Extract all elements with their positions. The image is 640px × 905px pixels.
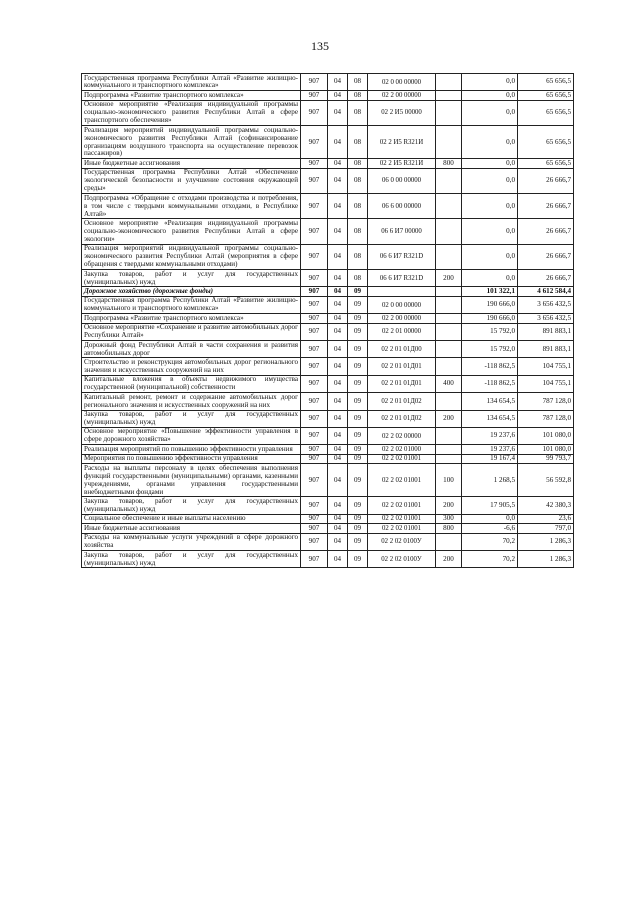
table-row <box>82 514 574 523</box>
grbs-code-cell: 907 <box>301 168 328 193</box>
section-code-cell: 04 <box>328 514 348 523</box>
expense-type-code-cell <box>436 100 462 125</box>
section-code-cell: 04 <box>328 244 348 269</box>
expense-type-code-cell: 800 <box>436 524 462 533</box>
total-amount-cell: 3 656 432,5 <box>518 314 574 323</box>
section-code-cell: 04 <box>328 219 348 244</box>
total-amount-cell: 26 666,7 <box>518 168 574 193</box>
section-code-cell: 04 <box>328 358 348 375</box>
target-article-code-cell: 06 6 И7 R321D <box>368 270 436 287</box>
expense-type-code-cell <box>436 445 462 454</box>
total-amount-cell: 1 286,3 <box>518 533 574 550</box>
row-name-cell: Основное мероприятие «Реализация индивидуальной программы социально-экономического развития Республики Алтай в сфере транспортного обеспечения» <box>82 100 301 125</box>
row-name-cell: Основное мероприятие «Повышение эффективности управления в сфере дорожного хозяйства» <box>82 427 301 444</box>
section-code-cell: 04 <box>328 270 348 287</box>
target-article-code-cell: 02 2 02 00000 <box>368 427 436 444</box>
table-row <box>82 314 574 323</box>
subsection-code-cell: 08 <box>348 270 368 287</box>
subsection-code-cell: 09 <box>348 323 368 340</box>
subsection-code-cell: 09 <box>348 287 368 296</box>
section-code-cell: 04 <box>328 91 348 100</box>
change-amount-cell: 0,0 <box>462 74 518 91</box>
change-amount-cell: 19 237,6 <box>462 445 518 454</box>
table-row <box>82 91 574 100</box>
total-amount-cell: 23,6 <box>518 514 574 523</box>
expense-type-code-cell: 200 <box>436 270 462 287</box>
row-name-cell: Расходы на выплаты персоналу в целях обеспечения выполнения функций государственными (муниципальными) органами, казенными учреждениями, органами управления государственными внебюджетными фондами <box>82 464 301 497</box>
row-name-cell: Иные бюджетные ассигнования <box>82 159 301 168</box>
section-code-cell: 04 <box>328 410 348 427</box>
grbs-code-cell: 907 <box>301 323 328 340</box>
budget-table-body <box>82 74 574 568</box>
expense-type-code-cell: 300 <box>436 514 462 523</box>
expense-type-code-cell <box>436 126 462 159</box>
grbs-code-cell: 907 <box>301 375 328 392</box>
table-row <box>82 464 574 497</box>
total-amount-cell: 101 080,0 <box>518 445 574 454</box>
table-row <box>82 533 574 550</box>
section-code-cell: 04 <box>328 100 348 125</box>
subsection-code-cell: 09 <box>348 358 368 375</box>
section-code-cell: 04 <box>328 464 348 497</box>
subsection-code-cell: 09 <box>348 524 368 533</box>
section-code-cell: 04 <box>328 168 348 193</box>
subsection-code-cell: 09 <box>348 427 368 444</box>
change-amount-cell: 15 792,0 <box>462 323 518 340</box>
expense-type-code-cell <box>436 427 462 444</box>
grbs-code-cell: 907 <box>301 194 328 219</box>
grbs-code-cell: 907 <box>301 427 328 444</box>
grbs-code-cell: 907 <box>301 91 328 100</box>
grbs-code-cell: 907 <box>301 296 328 313</box>
subsection-code-cell: 09 <box>348 497 368 514</box>
section-code-cell: 04 <box>328 533 348 550</box>
change-amount-cell: 0,0 <box>462 91 518 100</box>
section-code-cell: 04 <box>328 524 348 533</box>
change-amount-cell: 134 654,5 <box>462 393 518 410</box>
total-amount-cell: 891 883,1 <box>518 323 574 340</box>
row-name-cell: Дорожное хозяйство (дорожные фонды) <box>82 287 301 296</box>
subsection-code-cell: 09 <box>348 314 368 323</box>
change-amount-cell: 190 666,0 <box>462 314 518 323</box>
table-row <box>82 393 574 410</box>
subsection-code-cell: 08 <box>348 126 368 159</box>
grbs-code-cell: 907 <box>301 454 328 463</box>
target-article-code-cell: 02 2 01 01Д02 <box>368 410 436 427</box>
change-amount-cell: 70,2 <box>462 551 518 568</box>
target-article-code-cell: 06 0 00 00000 <box>368 168 436 193</box>
grbs-code-cell: 907 <box>301 445 328 454</box>
expense-type-code-cell: 200 <box>436 551 462 568</box>
table-row <box>82 427 574 444</box>
total-amount-cell: 26 666,7 <box>518 194 574 219</box>
change-amount-cell: 0,0 <box>462 126 518 159</box>
section-code-cell: 04 <box>328 296 348 313</box>
total-amount-cell: 4 612 584,4 <box>518 287 574 296</box>
target-article-code-cell: 02 2 02 0100У <box>368 551 436 568</box>
grbs-code-cell: 907 <box>301 497 328 514</box>
target-article-code-cell: 02 2 02 01000 <box>368 445 436 454</box>
row-name-cell: Основное мероприятие «Реализация индивидуальной программы социально-экономического развития Республики Алтай в сфере экологии» <box>82 219 301 244</box>
subsection-code-cell: 08 <box>348 100 368 125</box>
subsection-code-cell: 09 <box>348 341 368 358</box>
change-amount-cell: 0,0 <box>462 244 518 269</box>
row-name-cell: Подпрограмма «Развитие транспортного комплекса» <box>82 91 301 100</box>
section-code-cell: 04 <box>328 393 348 410</box>
section-code-cell: 04 <box>328 126 348 159</box>
table-row <box>82 244 574 269</box>
change-amount-cell: 101 322,1 <box>462 287 518 296</box>
target-article-code-cell: 02 2 И5 00000 <box>368 100 436 125</box>
grbs-code-cell: 907 <box>301 270 328 287</box>
target-article-code-cell: 06 6 И7 00000 <box>368 219 436 244</box>
total-amount-cell: 891 883,1 <box>518 341 574 358</box>
table-row <box>82 454 574 463</box>
grbs-code-cell: 907 <box>301 100 328 125</box>
subsection-code-cell: 09 <box>348 551 368 568</box>
total-amount-cell: 104 755,1 <box>518 358 574 375</box>
table-row <box>82 168 574 193</box>
total-amount-cell: 99 793,7 <box>518 454 574 463</box>
subsection-code-cell: 08 <box>348 244 368 269</box>
expense-type-code-cell: 200 <box>436 410 462 427</box>
section-code-cell: 04 <box>328 323 348 340</box>
section-code-cell: 04 <box>328 551 348 568</box>
total-amount-cell: 65 656,5 <box>518 74 574 91</box>
target-article-code-cell: 02 2 И5 R321И <box>368 159 436 168</box>
grbs-code-cell: 907 <box>301 410 328 427</box>
change-amount-cell: 0,0 <box>462 270 518 287</box>
subsection-code-cell: 09 <box>348 514 368 523</box>
row-name-cell: Закупка товаров, работ и услуг для государственных (муниципальных) нужд <box>82 270 301 287</box>
grbs-code-cell: 907 <box>301 393 328 410</box>
grbs-code-cell: 907 <box>301 341 328 358</box>
total-amount-cell: 787 128,0 <box>518 410 574 427</box>
page-number: 135 <box>311 39 329 53</box>
section-code-cell: 04 <box>328 341 348 358</box>
total-amount-cell: 26 666,7 <box>518 270 574 287</box>
expense-type-code-cell <box>436 533 462 550</box>
target-article-code-cell: 02 2 01 01Д01 <box>368 375 436 392</box>
expense-type-code-cell <box>436 358 462 375</box>
row-name-cell: Основное мероприятие «Сохранение и развитие автомобильных дорог Республики Алтай» <box>82 323 301 340</box>
expense-type-code-cell <box>436 341 462 358</box>
expense-type-code-cell <box>436 287 462 296</box>
table-row <box>82 341 574 358</box>
expense-type-code-cell <box>436 454 462 463</box>
expense-type-code-cell <box>436 194 462 219</box>
total-amount-cell: 797,0 <box>518 524 574 533</box>
subsection-code-cell: 08 <box>348 91 368 100</box>
target-article-code-cell: 02 2 00 00000 <box>368 91 436 100</box>
row-name-cell: Государственная программа Республики Алтай «Обеспечение экологической безопасности и улучшение состояния окружающей среды» <box>82 168 301 193</box>
expense-type-code-cell <box>436 296 462 313</box>
table-row <box>82 551 574 568</box>
row-name-cell: Капитальные вложения в объекты недвижимого имущества государственной (муниципальной) собственности <box>82 375 301 392</box>
target-article-code-cell: 06 6 И7 R321D <box>368 244 436 269</box>
target-article-code-cell: 02 2 И5 R321И <box>368 126 436 159</box>
target-article-code-cell: 02 0 00 00000 <box>368 296 436 313</box>
table-row <box>82 296 574 313</box>
grbs-code-cell: 907 <box>301 358 328 375</box>
table-row <box>82 270 574 287</box>
change-amount-cell: 190 666,0 <box>462 296 518 313</box>
section-code-cell: 04 <box>328 287 348 296</box>
section-code-cell: 04 <box>328 497 348 514</box>
grbs-code-cell: 907 <box>301 551 328 568</box>
expense-type-code-cell <box>436 91 462 100</box>
subsection-code-cell: 08 <box>348 219 368 244</box>
change-amount-cell: 134 654,5 <box>462 410 518 427</box>
expense-type-code-cell <box>436 168 462 193</box>
row-name-cell: Закупка товаров, работ и услуг для государственных (муниципальных) нужд <box>82 551 301 568</box>
row-name-cell: Реализация мероприятий индивидуальной программы социально-экономического развития Республики Алтай (мероприятия в сфере обращения с твердыми коммунальными отходами) <box>82 244 301 269</box>
target-article-code-cell: 02 2 02 01001 <box>368 524 436 533</box>
change-amount-cell: 1 268,5 <box>462 464 518 497</box>
table-row <box>82 194 574 219</box>
subsection-code-cell: 08 <box>348 74 368 91</box>
change-amount-cell: 70,2 <box>462 533 518 550</box>
total-amount-cell: 42 380,3 <box>518 497 574 514</box>
row-name-cell: Иные бюджетные ассигнования <box>82 524 301 533</box>
target-article-code-cell: 02 2 02 01001 <box>368 497 436 514</box>
grbs-code-cell: 907 <box>301 126 328 159</box>
change-amount-cell: 0,0 <box>462 159 518 168</box>
total-amount-cell: 104 755,1 <box>518 375 574 392</box>
subsection-code-cell: 08 <box>348 194 368 219</box>
subsection-code-cell: 09 <box>348 410 368 427</box>
grbs-code-cell: 907 <box>301 314 328 323</box>
change-amount-cell: 0,0 <box>462 219 518 244</box>
row-name-cell: Реализация мероприятий индивидуальной программы социально-экономического развития Республики Алтай (софинансирование организациям воздушного транспорта на осуществление перевозок пассажиров) <box>82 126 301 159</box>
total-amount-cell: 101 080,0 <box>518 427 574 444</box>
table-row <box>82 100 574 125</box>
total-amount-cell: 65 656,5 <box>518 91 574 100</box>
target-article-code-cell: 02 2 02 01001 <box>368 464 436 497</box>
section-code-cell: 04 <box>328 375 348 392</box>
table-row <box>82 375 574 392</box>
budget-table <box>81 73 574 568</box>
change-amount-cell: 15 792,0 <box>462 341 518 358</box>
total-amount-cell: 65 656,5 <box>518 126 574 159</box>
subsection-code-cell: 09 <box>348 375 368 392</box>
table-row <box>82 219 574 244</box>
change-amount-cell: 17 905,5 <box>462 497 518 514</box>
target-article-code-cell: 02 2 02 0100У <box>368 533 436 550</box>
target-article-code-cell: 02 2 01 01Д02 <box>368 393 436 410</box>
expense-type-code-cell <box>436 393 462 410</box>
grbs-code-cell: 907 <box>301 514 328 523</box>
expense-type-code-cell: 200 <box>436 497 462 514</box>
change-amount-cell: 19 237,6 <box>462 427 518 444</box>
row-name-cell: Закупка товаров, работ и услуг для государственных (муниципальных) нужд <box>82 497 301 514</box>
grbs-code-cell: 907 <box>301 74 328 91</box>
expense-type-code-cell <box>436 219 462 244</box>
row-name-cell: Строительство и реконструкция автомобильных дорог регионального значения и искусственных сооружений на них <box>82 358 301 375</box>
change-amount-cell: 0,0 <box>462 168 518 193</box>
change-amount-cell: 0,0 <box>462 100 518 125</box>
grbs-code-cell: 907 <box>301 524 328 533</box>
subsection-code-cell: 08 <box>348 159 368 168</box>
section-code-cell: 04 <box>328 314 348 323</box>
grbs-code-cell: 907 <box>301 219 328 244</box>
grbs-code-cell: 907 <box>301 533 328 550</box>
row-name-cell: Реализация мероприятий по повышению эффективности управления <box>82 445 301 454</box>
grbs-code-cell: 907 <box>301 244 328 269</box>
target-article-code-cell: 02 2 02 01001 <box>368 514 436 523</box>
total-amount-cell: 65 656,5 <box>518 100 574 125</box>
change-amount-cell: 0,0 <box>462 194 518 219</box>
expense-type-code-cell <box>436 314 462 323</box>
row-name-cell: Государственная программа Республики Алтай «Развитие жилищно-коммунального и транспортного комплекса» <box>82 74 301 91</box>
total-amount-cell: 1 286,3 <box>518 551 574 568</box>
row-name-cell: Подпрограмма «Развитие транспортного комплекса» <box>82 314 301 323</box>
row-name-cell: Закупка товаров, работ и услуг для государственных (муниципальных) нужд <box>82 410 301 427</box>
target-article-code-cell <box>368 287 436 296</box>
expense-type-code-cell: 800 <box>436 159 462 168</box>
row-name-cell: Расходы на коммунальные услуги учреждений в сфере дорожного хозяйства <box>82 533 301 550</box>
expense-type-code-cell: 400 <box>436 375 462 392</box>
table-row <box>82 445 574 454</box>
grbs-code-cell: 907 <box>301 159 328 168</box>
expense-type-code-cell <box>436 244 462 269</box>
total-amount-cell: 56 592,8 <box>518 464 574 497</box>
section-code-cell: 04 <box>328 445 348 454</box>
section-code-cell: 04 <box>328 74 348 91</box>
target-article-code-cell: 02 2 01 01Д00 <box>368 341 436 358</box>
grbs-code-cell: 907 <box>301 464 328 497</box>
grbs-code-cell: 907 <box>301 287 328 296</box>
expense-type-code-cell <box>436 323 462 340</box>
table-row <box>82 159 574 168</box>
section-code-cell: 04 <box>328 427 348 444</box>
section-code-cell: 04 <box>328 159 348 168</box>
expense-type-code-cell <box>436 74 462 91</box>
target-article-code-cell: 02 2 02 01001 <box>368 454 436 463</box>
target-article-code-cell: 06 6 00 00000 <box>368 194 436 219</box>
subsection-code-cell: 09 <box>348 464 368 497</box>
total-amount-cell: 26 666,7 <box>518 219 574 244</box>
change-amount-cell: -118 862,5 <box>462 358 518 375</box>
subsection-code-cell: 09 <box>348 445 368 454</box>
table-row <box>82 323 574 340</box>
table-row <box>82 410 574 427</box>
row-name-cell: Мероприятия по повышению эффективности управления <box>82 454 301 463</box>
section-code-cell: 04 <box>328 454 348 463</box>
change-amount-cell: 19 167,4 <box>462 454 518 463</box>
total-amount-cell: 787 128,0 <box>518 393 574 410</box>
subsection-code-cell: 09 <box>348 296 368 313</box>
subsection-code-cell: 09 <box>348 454 368 463</box>
row-name-cell: Государственная программа Республики Алтай «Развитие жилищно-коммунального и транспортного комплекса» <box>82 296 301 313</box>
row-name-cell: Дорожный фонд Республики Алтай в части сохранения и развития автомобильных дорог <box>82 341 301 358</box>
total-amount-cell: 3 656 432,5 <box>518 296 574 313</box>
subsection-code-cell: 09 <box>348 533 368 550</box>
change-amount-cell: 0,0 <box>462 514 518 523</box>
target-article-code-cell: 02 2 01 01Д01 <box>368 358 436 375</box>
table-row <box>82 524 574 533</box>
table-row <box>82 358 574 375</box>
table-row <box>82 74 574 91</box>
row-name-cell: Социальное обеспечение и иные выплаты населению <box>82 514 301 523</box>
row-name-cell: Капитальный ремонт, ремонт и содержание автомобильных дорог регионального значения и искусственных сооружений на них <box>82 393 301 410</box>
total-amount-cell: 26 666,7 <box>518 244 574 269</box>
row-name-cell: Подпрограмма «Обращение с отходами производства и потребления, в том числе с твердыми коммунальными отходами, в Республике Алтай» <box>82 194 301 219</box>
subsection-code-cell: 09 <box>348 393 368 410</box>
table-row <box>82 126 574 159</box>
table-row <box>82 287 574 296</box>
expense-type-code-cell: 100 <box>436 464 462 497</box>
target-article-code-cell: 02 2 00 00000 <box>368 314 436 323</box>
change-amount-cell: -6,6 <box>462 524 518 533</box>
target-article-code-cell: 02 2 01 00000 <box>368 323 436 340</box>
target-article-code-cell: 02 0 00 00000 <box>368 74 436 91</box>
change-amount-cell: -118 862,5 <box>462 375 518 392</box>
section-code-cell: 04 <box>328 194 348 219</box>
total-amount-cell: 65 656,5 <box>518 159 574 168</box>
table-row <box>82 497 574 514</box>
subsection-code-cell: 08 <box>348 168 368 193</box>
